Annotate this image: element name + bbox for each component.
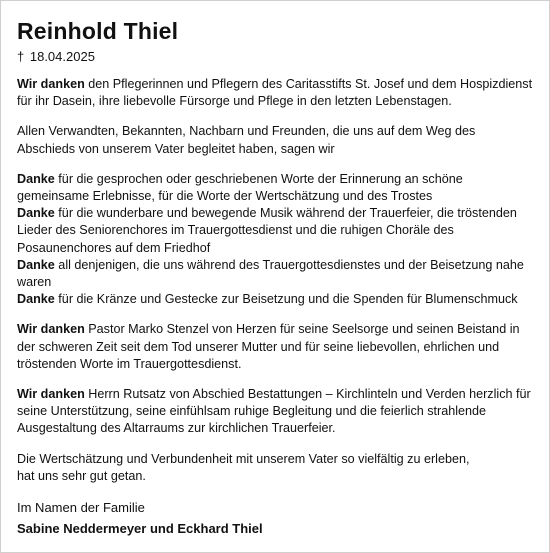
paragraph-text: Allen Verwandten, Bekannten, Nachbarn und Freunden, die uns auf dem Weg des Abschieds von unserem Vater begleitet haben, sagen wir — [17, 124, 476, 156]
closing-line-2: hat uns sehr gut getan. — [17, 468, 146, 483]
paragraph-text: den Pflegerinnen und Pflegern des Caritasstifts St. Josef und dem Hospizdienst für ihr Dasein, ihre liebevolle Fürsorge und Pflege in den letzten Lebenstagen. — [17, 77, 533, 109]
danke-lead: Danke — [17, 292, 55, 307]
danke-item — [17, 291, 533, 308]
signature-intro: Im Namen der Familie — [17, 500, 145, 516]
paragraph-text: Herrn Rutsatz von Abschied Bestattungen – Kirchlinteln und Verden herzlich für seine Unterstützung, seine einfühlsam ruhige Begleitung und die feierlich strahlende Ausgestaltung des Altarraums zur kirchlichen Trauerfeier. — [17, 387, 531, 436]
paragraph-text: Pastor Marko Stenzel von Herzen für seine Seelsorge und seinen Beistand in der schweren Zeit seit dem Tod unserer Mutter und für seine liebevollen, ehrlichen und tröstenden Worte im Trauergottesdienst. — [17, 322, 520, 371]
cross-icon: † — [17, 49, 25, 64]
death-date — [17, 48, 533, 66]
danke-lead: Danke — [17, 257, 55, 272]
closing-line-1: Die Wertschätzung und Verbundenheit mit unserem Vater so vielfältig zu erleben, — [17, 451, 470, 466]
paragraph-lead: Wir danken — [17, 322, 85, 337]
danke-text: für die wunderbare und bewegende Musik während der Trauerfeier, die tröstenden Lieder des Seniorenchores im Trauergottesdienst und die ruhigen Choräle des Posaunenchores auf dem Friedhof — [17, 206, 517, 255]
thanks-pastor-paragraph — [17, 321, 533, 373]
danke-item — [17, 257, 533, 291]
paragraph-lead: Wir danken — [17, 387, 85, 402]
danke-text: all denjenigen, die uns während des Trauergottesdienstes und der Beisetzung nahe waren — [17, 257, 524, 290]
thanks-undertaker-paragraph — [17, 386, 533, 438]
paragraph-lead: Wir danken — [17, 77, 85, 91]
danke-item — [17, 171, 533, 205]
signature-names: Sabine Neddermeyer und Eckhard Thiel — [17, 521, 263, 537]
danke-text: für die Kränze und Gestecke zur Beisetzung und die Spenden für Blumenschmuck — [54, 292, 518, 307]
deceased-name: Reinhold Thiel — [17, 18, 179, 44]
relatives-paragraph — [17, 123, 533, 157]
danke-list — [17, 171, 533, 309]
thanks-caritas-paragraph — [17, 76, 533, 110]
danke-lead: Danke — [17, 206, 55, 221]
death-date-value: 18.04.2025 — [29, 49, 95, 64]
danke-text: für die gesprochen oder geschriebenen Worte der Erinnerung an schöne gemeinsame Erlebnisse, für die Worte der Wertschätzung und des Trostes — [17, 171, 463, 204]
closing-paragraph — [17, 451, 533, 485]
danke-item — [17, 205, 533, 257]
danke-lead: Danke — [17, 171, 55, 186]
